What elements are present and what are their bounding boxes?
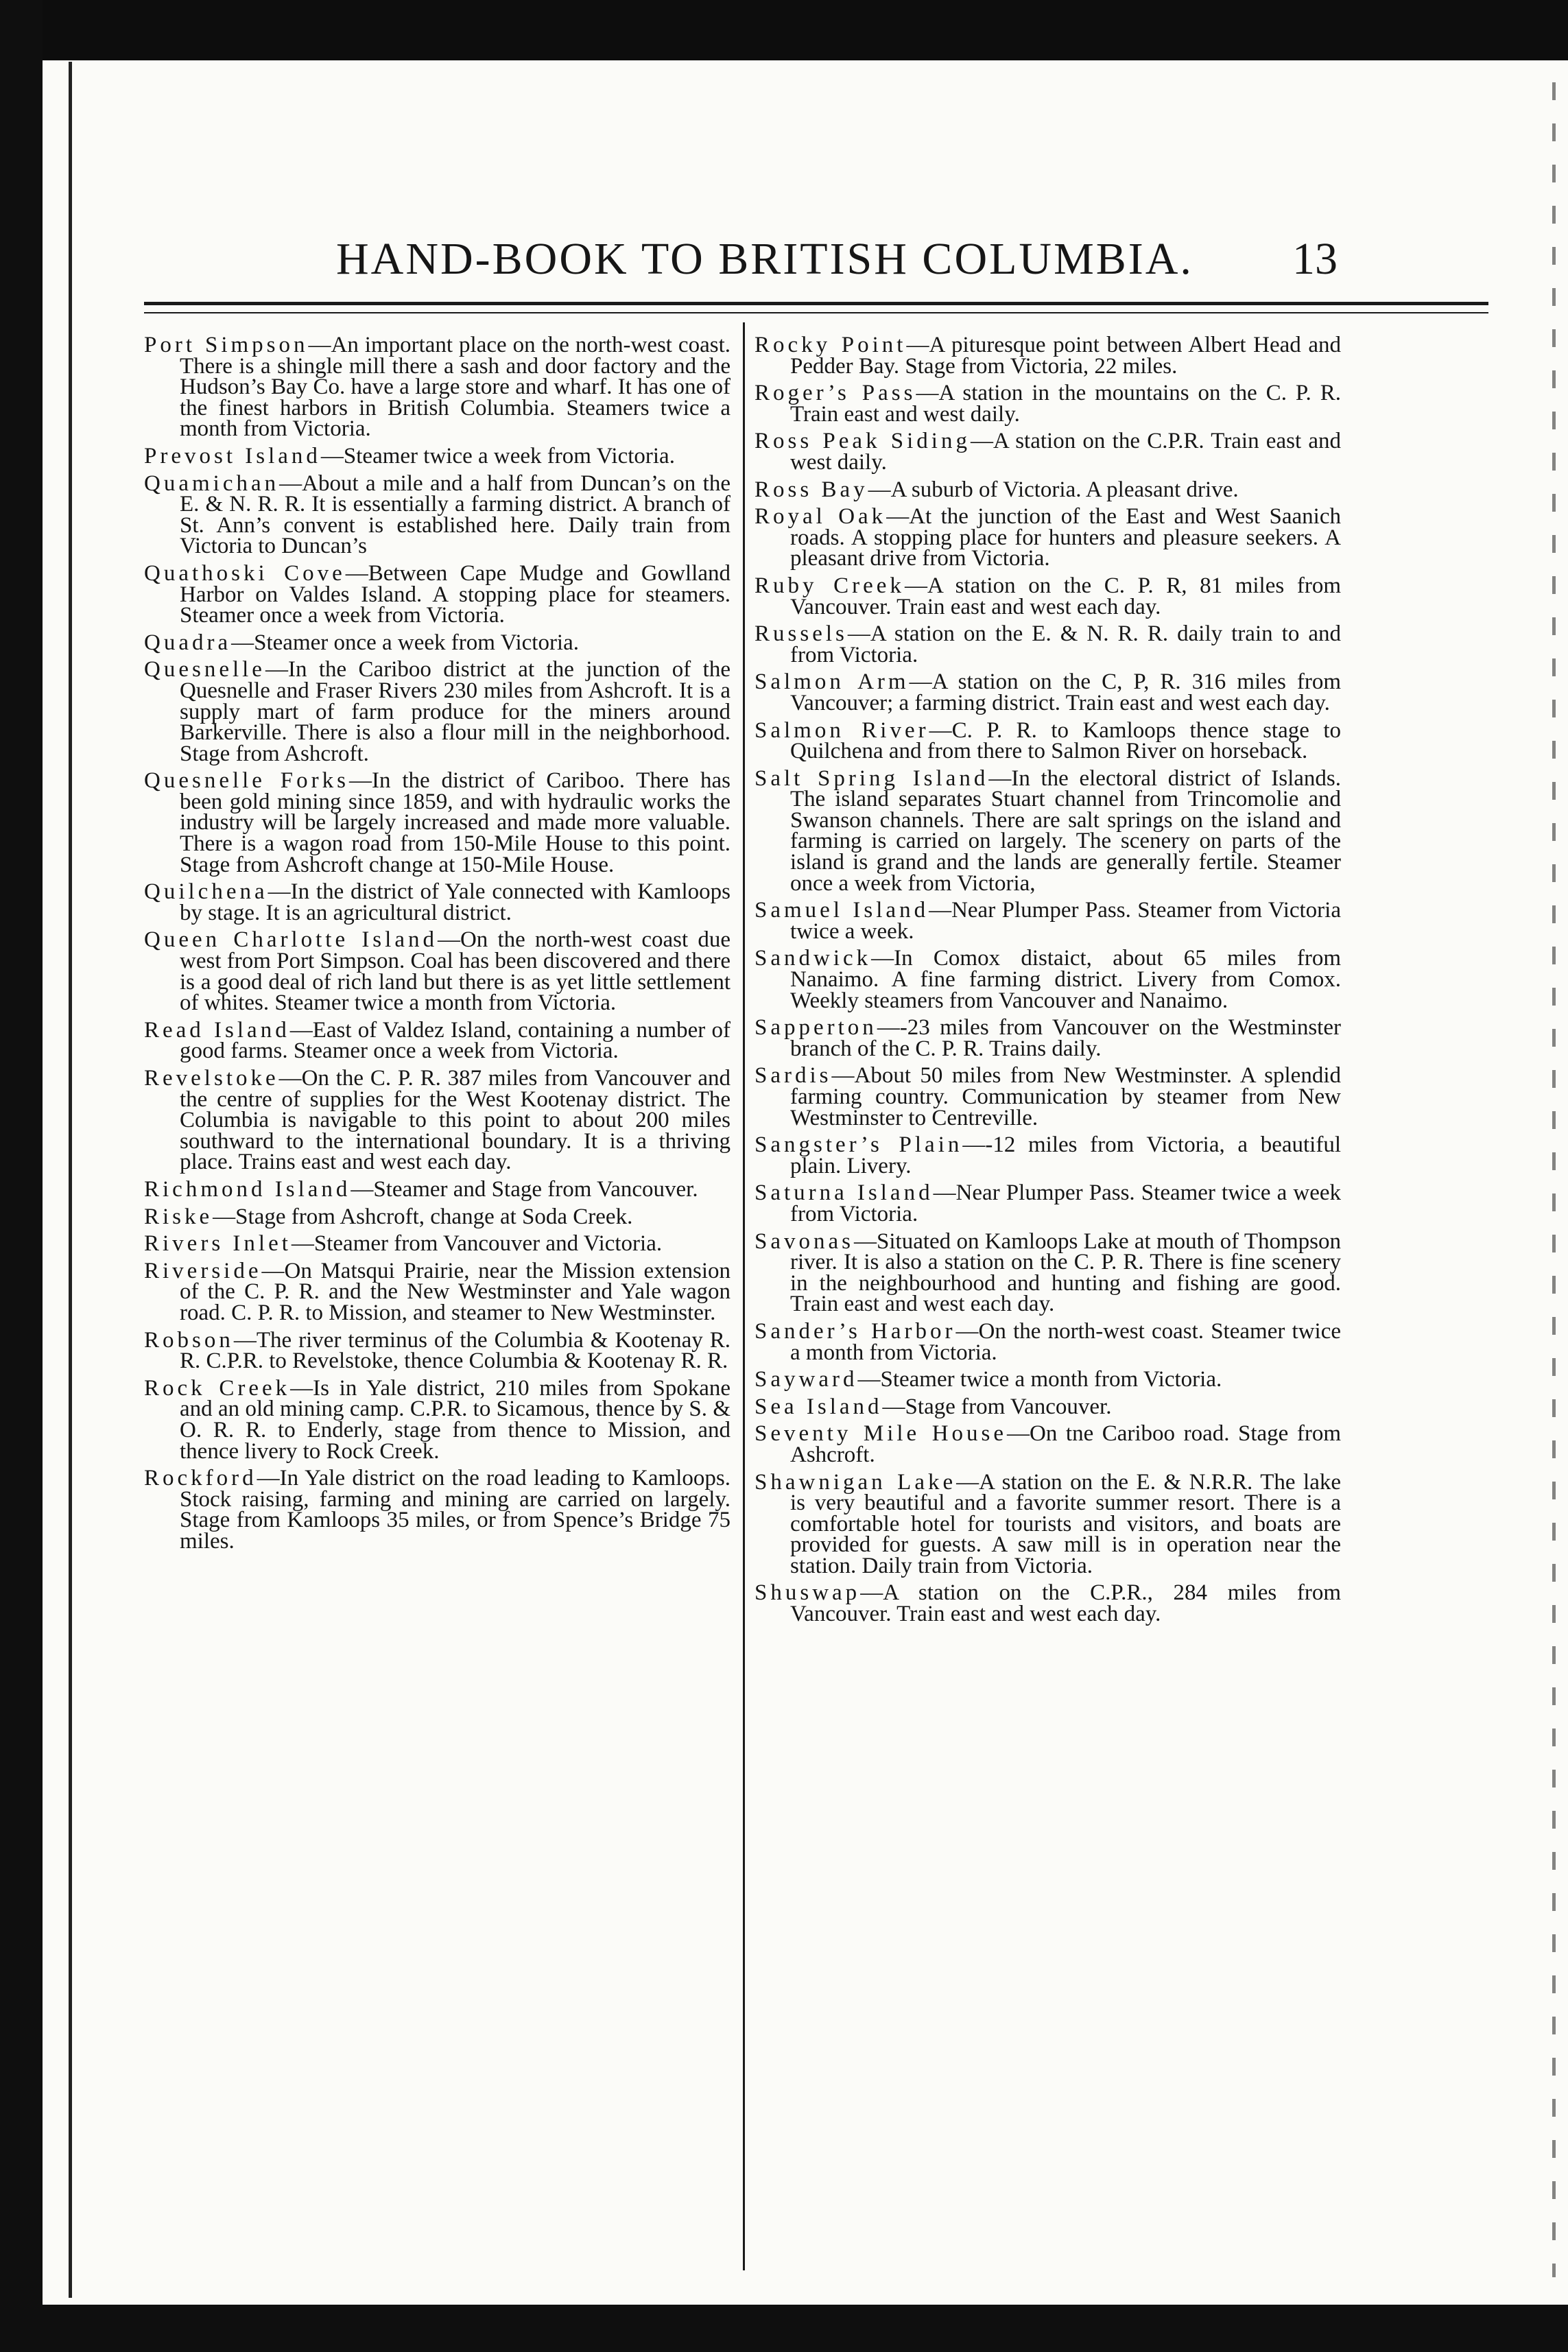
entry-place-name: Sapperton — <box>755 1015 900 1040</box>
entry-description: Steamer twice a month from Victoria. <box>880 1367 1222 1392</box>
header-rule-thick <box>144 302 1488 305</box>
gazetteer-entry <box>755 575 1341 617</box>
entry-description: East of Valdez Island, containing a number of good farms. Steamer once a week from Victoria. <box>180 1017 730 1064</box>
left-column <box>144 335 730 2296</box>
gazetteer-entry <box>755 1228 1341 1317</box>
entry-description: A station in the mountains on the C. P. R. Train east and west daily. <box>790 381 1341 427</box>
entry-description: A station on the E. & N.R.R. The lake is very beautiful and a favorite summer resort. There is a comfortable hotel for tourists and visitors, and boats are provided for guests. A saw mill is in operation near the station. Daily train from Victoria. <box>790 1469 1341 1578</box>
gazetteer-entry <box>755 765 1341 896</box>
gazetteer-entry <box>144 443 730 468</box>
entry-place-name: Seventy Mile House — <box>755 1421 1030 1446</box>
entry-place-name: Quathoski Cove — <box>144 561 368 586</box>
entry-description: Steamer once a week from Victoria. <box>254 630 580 655</box>
entry-description: A station on the C, P, R. 316 miles from Vancouver; a farming district. Train east and west each day. <box>790 669 1341 715</box>
gazetteer-entry <box>144 1204 730 1229</box>
page-title: HAND-BOOK TO BRITISH COLUMBIA. <box>336 234 1193 284</box>
entry-description: A suburb of Victoria. A pleasant drive. <box>890 477 1239 502</box>
entry-description: A pituresque point between Albert Head and Pedder Bay. Stage from Victoria, 22 miles. <box>790 335 1341 379</box>
entry-description: Steamer twice a week from Victoria. <box>343 443 675 468</box>
entry-description: At the junction of the East and West Saanich roads. A stopping place for hunters and pleasure seekers. A pleasant drive from Victoria. <box>790 504 1341 571</box>
entry-description: A station on the C.P.R., 284 miles from Vancouver. Train east and west each day. <box>790 1580 1341 1627</box>
entry-place-name: Quadra — <box>144 630 254 655</box>
gazetteer-entry <box>144 659 730 764</box>
gazetteer-entry <box>755 948 1341 1011</box>
column-divider <box>743 322 745 2270</box>
entry-description: In Comox distaict, about 65 miles from Nanaimo. A fine farming district. Livery from Comox. Weekly steamers from Vancouver and Nanaimo. <box>790 946 1341 1013</box>
entry-place-name: Read Island — <box>144 1018 313 1043</box>
entry-place-name: Sander’s Harbor — <box>755 1319 979 1344</box>
gazetteer-entry <box>755 669 1341 715</box>
entry-description: Steamer from Vancouver and Victoria. <box>313 1231 663 1257</box>
entry-description: About a mile and a half from Duncan’s on the E. & N. R. R. It is essentially a farming district. A branch of St. Ann’s convent is established here. Daily train from Victoria to Duncan’s <box>180 471 730 559</box>
entry-place-name: Queen Charlotte Island — <box>144 927 460 952</box>
gazetteer-entry <box>755 1065 1341 1128</box>
entry-description: In the electoral district of Islands. The island separates Stuart channel from Trincomolie and Swanson channels. There are salt springs on the island and farming is carried on largely. The scenery on parts of the island is grand and the lands are generally fertile. Steamer once a week from Victoria, <box>790 765 1341 896</box>
entry-description: In the district of Cariboo. There has been gold mining since 1859, and with hydraulic works the industry will be largely increased and made more valuable. There is a wagon road from 150-Mile House to this point. Stage from Ashcroft change at 150-Mile House. <box>180 768 730 877</box>
gazetteer-entry <box>755 506 1341 569</box>
entry-place-name: Port Simpson — <box>144 335 331 357</box>
entry-place-name: Salmon River — <box>755 718 952 743</box>
gazetteer-entry <box>755 1017 1341 1059</box>
gazetteer-entry <box>144 560 730 628</box>
entry-description: On the north-west coast. Steamer twice a month from Victoria. <box>790 1318 1341 1365</box>
gazetteer-entry <box>144 881 730 923</box>
entry-description: Between Cape Mudge and Gowlland Harbor on Valdes Island. A stopping place for steamers. Steamer once a week from Victoria. <box>180 560 730 628</box>
entry-place-name: Sea Island — <box>755 1394 905 1419</box>
scan-right-edge <box>1552 82 1556 2277</box>
entry-place-name: Rockford — <box>144 1466 280 1490</box>
entry-description: In Yale district on the road leading to Kamloops. Stock raising, farming and mining are carried on largely. Stage from Kamloops 35 miles, or from Spence’s Bridge 75 miles. <box>180 1466 730 1554</box>
entry-description: On the C. P. R. 387 miles from Vancouver and the centre of supplies for the West Kootenay district. The Columbia is navigable to this point to about 200 miles southward to the international boundary. It is a thriving place. Trains east and west each day. <box>180 1066 730 1175</box>
gazetteer-entry <box>755 1423 1341 1465</box>
gazetteer-entry <box>755 431 1341 473</box>
entry-description: On tne Cariboo road. Stage from Ashcroft. <box>790 1421 1341 1467</box>
entry-description: The river terminus of the Columbia & Kootenay R. R. C.P.R. to Revelstoke, thence Columbia & Kootenay R. R. <box>180 1327 730 1374</box>
running-header <box>336 233 1338 302</box>
scan-left-border <box>0 0 43 2352</box>
entry-place-name: Quesnelle Forks — <box>144 768 372 793</box>
gazetteer-entry <box>755 1180 1341 1226</box>
gazetteer-entry <box>144 1258 730 1325</box>
page-edge-rule <box>69 62 72 2298</box>
entry-description: Near Plumper Pass. Steamer from Victoria twice a week. <box>790 898 1341 944</box>
entry-description: Near Plumper Pass. Steamer twice a week from Victoria. <box>790 1180 1341 1226</box>
entry-description: On Matsqui Prairie, near the Mission extension of the C. P. R. and the New Westminster and Yale wagon road. C. P. R. to Mission, and steamer to New Westminster. <box>180 1258 730 1325</box>
entry-place-name: Rocky Point — <box>755 335 929 357</box>
entry-description: Stage from Vancouver. <box>905 1394 1112 1419</box>
entry-place-name: Riske — <box>144 1204 235 1229</box>
gazetteer-entry <box>144 1068 730 1173</box>
entry-place-name: Prevost Island — <box>144 444 344 468</box>
entry-place-name: Quamichan — <box>144 471 302 496</box>
gazetteer-entry <box>144 1017 730 1064</box>
entry-description: In the Cariboo district at the junction of the Quesnelle and Fraser Rivers 230 miles from Ashcroft. It is a supply mart of farm produce for the miners around Barkerville. There is also a flour mill in the neighborhood. Stage from Ashcroft. <box>180 657 730 766</box>
entry-place-name: Savonas — <box>755 1229 877 1254</box>
entry-place-name: Ross Peak Siding — <box>755 429 993 453</box>
entry-description: A station on the E. & N. R. R. daily train to and from Victoria. <box>790 621 1341 667</box>
gazetteer-entry <box>755 383 1341 425</box>
entry-place-name: Robson — <box>144 1328 257 1353</box>
entry-place-name: Richmond Island — <box>144 1177 373 1202</box>
page-number: 13 <box>1292 234 1338 284</box>
gazetteer-entry <box>755 623 1341 665</box>
entry-place-name: Quesnelle — <box>144 657 288 682</box>
gazetteer-entry <box>755 1132 1341 1178</box>
entry-place-name: Ross Bay — <box>755 477 891 502</box>
gazetteer-entry <box>144 1233 730 1255</box>
gazetteer-entry <box>144 770 730 875</box>
entry-description: Situated on Kamloops Lake at mouth of Thompson river. It is also a station on the C. P. R. There is fine scenery in the neighbourhood and hunting and fishing are good. Train east and west each day. <box>790 1228 1341 1317</box>
gazetteer-entry <box>755 717 1341 764</box>
entry-description: A station on the C.P.R. Train east and west daily. <box>790 429 1341 475</box>
gazetteer-entry <box>144 632 730 654</box>
entry-description: About 50 miles from New Westminster. A splendid farming country. Communication by steamer from New Westminster to Centreville. <box>790 1063 1341 1130</box>
entry-place-name: Sayward — <box>755 1367 880 1392</box>
gazetteer-entry <box>755 335 1341 377</box>
entry-description: -23 miles from Vancouver on the Westminster branch of the C. P. R. Trains daily. <box>790 1015 1341 1061</box>
entry-place-name: Rock Creek — <box>144 1376 313 1401</box>
entry-description: Steamer and Stage from Vancouver. <box>373 1176 698 1202</box>
entry-place-name: Sangster’s Plain — <box>755 1132 985 1157</box>
entry-place-name: Saturna Island — <box>755 1180 956 1205</box>
entry-description: -12 miles from Victoria, a beautiful plain. Livery. <box>790 1132 1341 1178</box>
gazetteer-entry <box>144 1468 730 1552</box>
gazetteer-entry <box>755 1469 1341 1578</box>
gazetteer-entry <box>755 1318 1341 1365</box>
gazetteer-entry <box>144 473 730 557</box>
gazetteer-entry <box>144 335 730 440</box>
right-column <box>755 335 1341 2296</box>
entry-place-name: Salt Spring Island — <box>755 766 1011 791</box>
entry-place-name: Shuswap — <box>755 1580 883 1605</box>
entry-place-name: Revelstoke — <box>144 1066 302 1091</box>
entry-description: C. P. R. to Kamloops thence stage to Quilchena and from there to Salmon River on horseback. <box>790 717 1341 764</box>
gazetteer-entry <box>144 1375 730 1464</box>
entry-place-name: Quilchena — <box>144 879 291 904</box>
entry-description: Is in Yale district, 210 miles from Spokane and an old mining camp. C.P.R. to Sicamous, thence by S. & O. R. R. to Enderly, stage from thence to Mission, and thence livery to Rock Creek. <box>180 1375 730 1464</box>
entry-description: An important place on the north-west coast. There is a shingle mill there a sash and door factory and the Hudson’s Bay Co. have a large store and wharf. It has one of the finest harbors in British Columbia. Steamers twice a month from Victoria. <box>180 335 730 442</box>
entry-place-name: Roger’s Pass — <box>755 381 938 405</box>
header-rule-thin <box>144 312 1488 313</box>
entry-place-name: Sandwick — <box>755 946 894 971</box>
entry-description: On the north-west coast due west from Port Simpson. Coal has been discovered and there is a good deal of rich land but there is as yet little settlement of whites. Steamer twice a month from Victoria. <box>180 927 730 1016</box>
scan-top-border <box>0 0 1568 60</box>
entry-place-name: Ruby Creek — <box>755 573 927 598</box>
entry-place-name: Samuel Island — <box>755 898 951 923</box>
entry-place-name: Salmon Arm — <box>755 669 932 694</box>
gazetteer-entry <box>755 1580 1341 1627</box>
gazetteer-entry <box>755 1369 1341 1390</box>
entry-place-name: Russels — <box>755 621 870 646</box>
entry-place-name: Riverside — <box>144 1259 284 1283</box>
gazetteer-entry <box>144 1176 730 1202</box>
entry-place-name: Sardis — <box>755 1063 855 1088</box>
gazetteer-entry <box>755 1394 1341 1419</box>
entry-place-name: Royal Oak — <box>755 504 909 529</box>
entry-description: A station on the C. P. R, 81 miles from Vancouver. Train east and west each day. <box>790 573 1341 619</box>
gazetteer-entry <box>755 900 1341 942</box>
gazetteer-entry <box>755 479 1341 501</box>
entry-place-name: Rivers Inlet — <box>144 1231 314 1256</box>
entry-description: Stage from Ashcroft, change at Soda Creek. <box>235 1204 633 1229</box>
entry-place-name: Shawnigan Lake — <box>755 1470 979 1495</box>
gazetteer-entry <box>144 1327 730 1374</box>
scan-bottom-border <box>43 2305 1568 2352</box>
entry-description: In the district of Yale connected with Kamloops by stage. It is an agricultural district. <box>180 879 730 925</box>
gazetteer-entry <box>144 927 730 1016</box>
